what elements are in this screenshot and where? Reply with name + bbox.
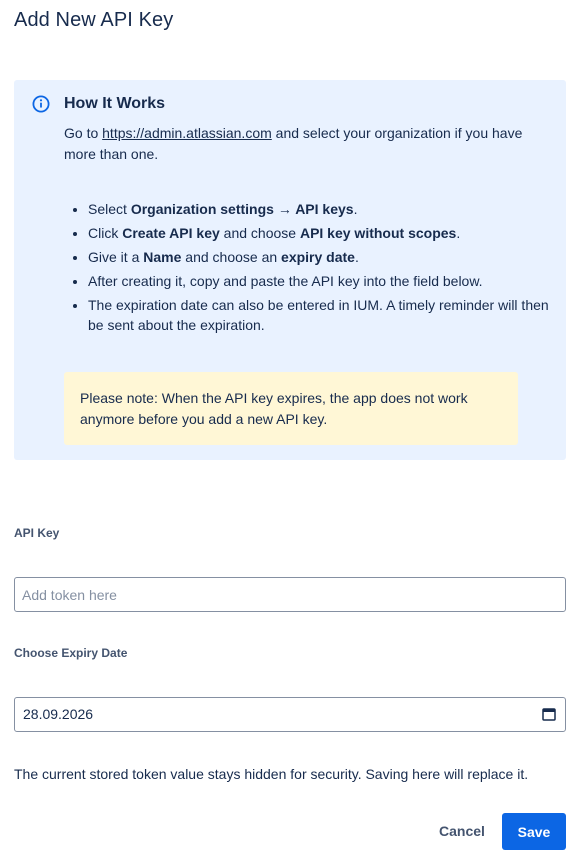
step-item: • Give it a Name and choose an expiry date. — [88, 247, 558, 267]
expiry-warning-note: Please note: When the API key expires, the app does not work anymore before you add a new API key. — [64, 372, 518, 445]
intro-text — [64, 123, 534, 165]
step-item: • Click Create API key and choose API key without scopes. — [88, 223, 558, 243]
admin-link[interactable]: https://admin.atlassian.com — [102, 125, 272, 141]
api-key-label: API Key — [14, 526, 60, 540]
save-button[interactable]: Save — [502, 813, 566, 850]
step-item: • After creating it, copy and paste the API key into the field below. — [88, 271, 558, 291]
steps-list — [64, 199, 558, 339]
how-it-works-panel — [14, 80, 566, 460]
step-item: • Select Organization settings → API keys. — [88, 199, 558, 219]
info-circle-icon — [32, 95, 50, 113]
intro-suffix: and select your organization if you have more than one. — [64, 125, 523, 162]
api-key-input[interactable] — [14, 577, 566, 612]
calendar-icon[interactable] — [542, 707, 556, 721]
security-hint: The current stored token value stays hidden for security. Saving here will replace it. — [14, 766, 529, 782]
intro-prefix: Go to — [64, 125, 103, 141]
expiry-date-value: 28.09.2026 — [23, 706, 94, 722]
expiry-date-label: Choose Expiry Date — [14, 646, 128, 660]
cancel-button[interactable]: Cancel — [430, 813, 494, 849]
expiry-date-input[interactable] — [14, 697, 566, 732]
step-item: • The expiration date can also be entered in IUM. A timely reminder will then be sent about the expiration. — [88, 295, 558, 335]
how-it-works-title: How It Works — [64, 95, 166, 112]
page-title: Add New API Key — [14, 9, 174, 31]
